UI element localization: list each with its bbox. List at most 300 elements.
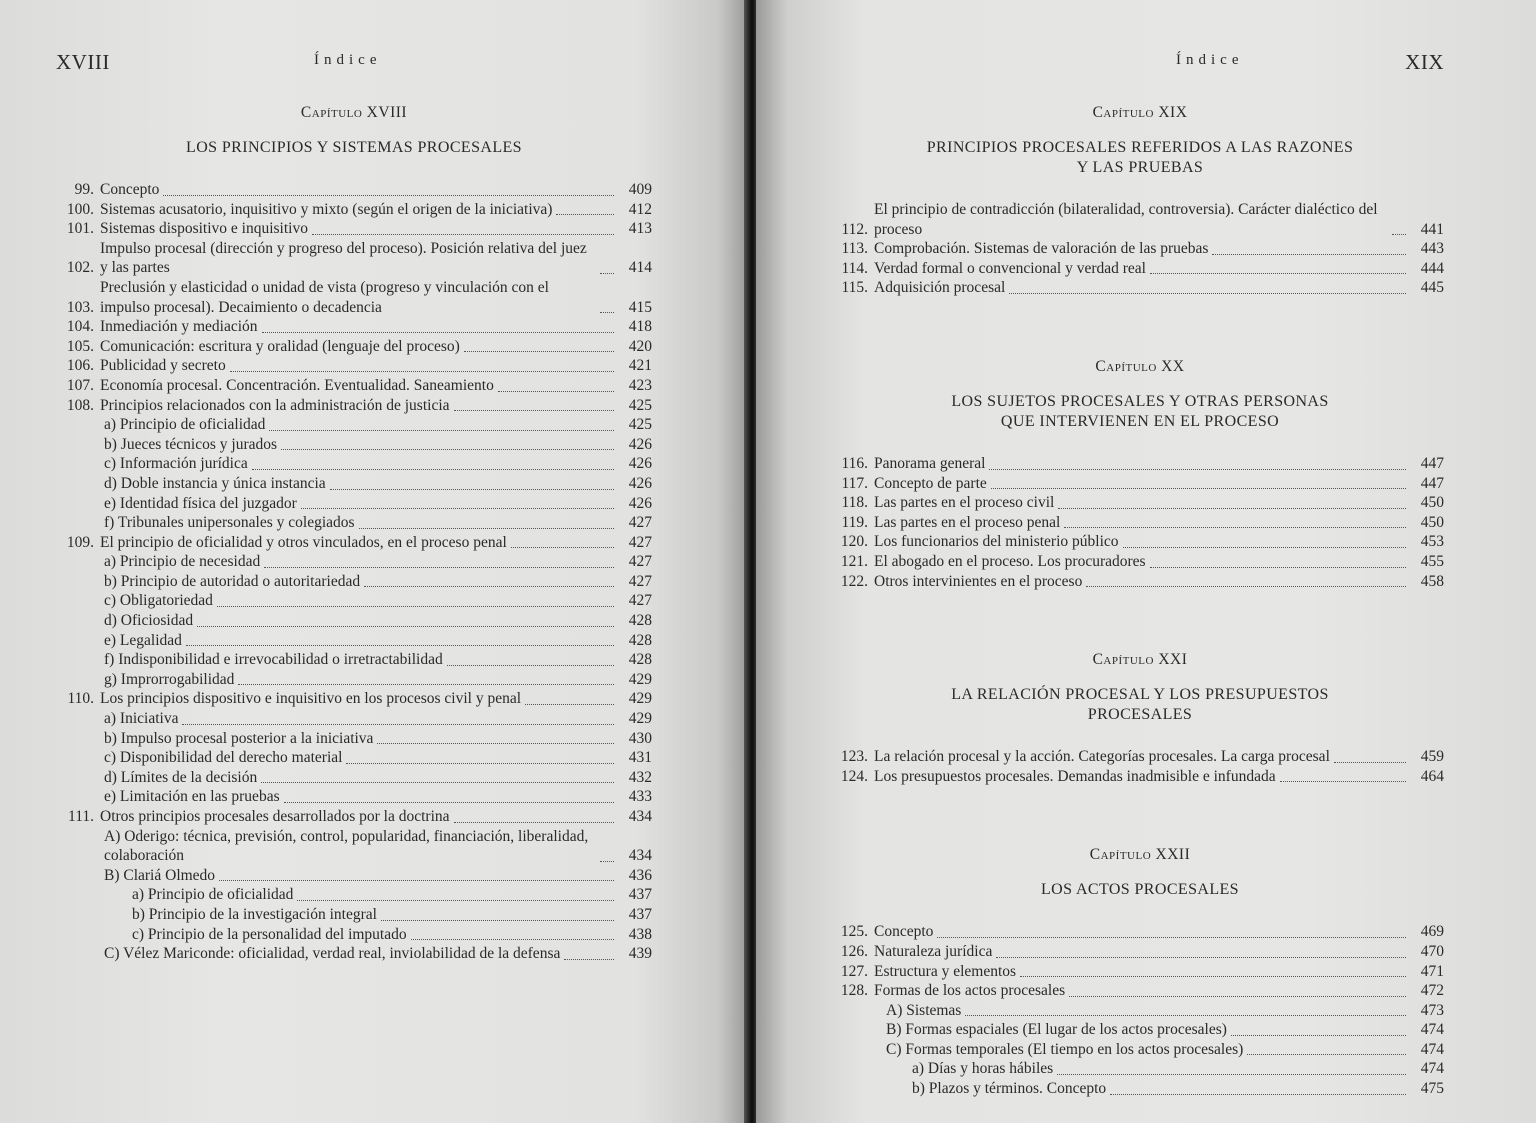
entry-text: c) Obligatoriedad [104,592,213,610]
dot-leader [381,919,614,921]
section-gap [836,298,1444,334]
chapter-title-line: PRINCIPIOS PROCESALES REFERIDOS A LAS RAZONES [926,139,1354,156]
entry-number: 115. [841,279,868,297]
entry-page: 474 [1420,1021,1444,1039]
entry-page: 412 [628,200,652,218]
toc-entry [56,317,652,337]
entry-text: B) Formas espaciales (El lugar de los actos procesales) [886,1021,1227,1039]
entry-page: 474 [1420,1060,1444,1078]
toc-entry [836,474,1444,494]
dot-leader [359,527,614,529]
entry-text: Comprobación. Sistemas de valoración de las pruebas [874,240,1209,258]
entry-text: c) Principio de la personalidad del imputado [132,925,407,943]
table-of-contents [836,922,1444,1098]
chapter-title: LOS PRINCIPIOS Y SISTEMAS PROCESALES [186,139,522,156]
entry-text: Sistemas acusatorio, inquisitivo y mixto (según el origen de la iniciativa) [100,200,553,218]
entry-page: 426 [628,474,652,492]
dot-leader [937,936,1406,938]
page-folio: XVIII [56,50,110,74]
entry-text: b) Principio de autoridad o autoritariedad [104,572,361,590]
entry-page: 415 [628,298,652,316]
dot-leader [1280,780,1406,782]
entry-number: 117. [841,474,868,492]
toc-entry [836,1040,1444,1060]
entry-text: b) Impulso procesal posterior a la iniciativa [104,729,374,747]
dot-leader [498,390,614,392]
toc-entry [836,747,1444,767]
entry-page: 434 [628,808,652,825]
dot-leader [330,488,614,490]
entry-text: Concepto [874,923,934,941]
entry-page: 455 [1420,552,1444,570]
entry-text: a) Días y horas hábiles [912,1060,1054,1078]
toc-entry [56,572,652,592]
entry-text: El abogado en el proceso. Los procuradores [874,552,1146,570]
dot-leader [219,879,614,881]
toc-entry [56,925,652,945]
toc-entry [836,1001,1444,1021]
chapter-section [836,298,1444,591]
entry-text: g) Improrrogabilidad [104,670,235,688]
entry-text: f) Indisponibilidad e irrevocabilidad o irretractabilidad [104,651,443,669]
entry-page: 431 [628,749,652,767]
toc-entry [836,981,1444,1001]
entry-page: 426 [628,494,652,512]
entry-page: 453 [1420,533,1444,551]
entry-number: 119. [841,513,868,531]
toc-entry [56,278,652,317]
toc-entry [836,962,1444,982]
dot-leader [364,585,614,587]
left-page [0,0,748,1123]
toc-entry [56,591,652,611]
chapter-title-line: LOS ACTOS PROCESALES [1041,881,1239,899]
dot-leader [965,1014,1406,1016]
entry-number: 124. [840,767,868,785]
entry-number: 106. [66,357,94,375]
entry-text: B) Clariá Olmedo [104,866,216,884]
entry-page: 474 [1420,1040,1444,1058]
entry-text: Impulso procesal (dirección y progreso del proceso). Posición relativa del juez y las partes [100,239,587,277]
dot-leader [312,233,614,235]
toc-entry [56,513,652,533]
dot-leader [284,801,614,803]
entry-text: c) Disponibilidad del derecho material [104,749,343,767]
dot-leader [264,566,614,568]
entry-text: Concepto de parte [874,474,987,492]
running-title: Índice [314,52,382,68]
entry-text: A) Sistemas [886,1001,962,1019]
toc-entry [56,866,652,886]
entry-number: 121. [840,552,868,570]
dot-leader [217,605,614,607]
entry-page: 409 [628,181,652,198]
entry-text: Las partes en el proceso penal [874,513,1061,531]
chapter-title [836,138,1444,178]
entry-page: 427 [628,553,652,571]
entry-text: Sistemas dispositivo e inquisitivo [100,220,308,238]
entry-page: 420 [628,337,652,355]
chapter-label: Capítulo XIX [1092,104,1188,121]
entry-page: 436 [628,866,652,884]
dot-leader [1150,566,1406,568]
entry-number: 127. [840,962,868,980]
dot-leader [464,350,614,352]
toc-entry [56,337,652,357]
entry-text: d) Límites de la decisión [104,768,258,786]
right-page [756,0,1536,1123]
entry-text: Los funcionarios del ministerio público [874,533,1119,551]
dot-leader [301,507,614,509]
toc-entry [56,611,652,631]
chapter-title-line: LA RELACIÓN PROCESAL Y LOS PRESUPUESTOS [951,686,1329,704]
entry-page: 428 [628,651,652,669]
toc-entry [56,415,652,435]
entry-number: 122. [840,572,868,590]
entry-number: 110. [67,690,94,708]
toc-entry [56,709,652,729]
entry-page: 426 [628,435,652,453]
entry-number: 113. [841,240,868,258]
toc-entry [56,435,652,455]
entry-number: 108. [66,396,94,414]
entry-text: Concepto [100,181,160,198]
entry-page: 427 [628,514,652,532]
entry-number: 114. [841,259,868,277]
toc-entry [56,454,652,474]
entry-text: Naturaleza jurídica [874,942,993,960]
entry-text: d) Doble instancia y única instancia [104,474,326,492]
entry-text: Panorama general [874,454,986,472]
entry-text: Adquisición procesal [874,279,1006,297]
toc-entry [836,572,1444,592]
entry-page: 429 [628,710,652,728]
toc-entry [56,200,652,220]
dot-leader [600,860,614,862]
page-folio: XIX [1405,50,1444,74]
chapter-title-line: QUE INTERVIENEN EN EL PROCESO [1000,412,1280,430]
entry-page: 472 [1420,982,1444,1000]
section-gap [836,786,1444,822]
toc-entry [56,494,652,514]
dot-leader [346,762,614,764]
entry-page: 421 [628,357,652,375]
dot-leader [262,331,614,333]
entry-page: 434 [628,847,652,865]
running-title: Índice [1176,52,1244,68]
chapter-label: Capítulo XXII [1089,846,1191,864]
dot-leader [252,468,614,470]
table-of-contents [836,200,1444,298]
chapter-section [836,786,1444,1098]
entry-page: 445 [1420,279,1444,297]
section-gap [836,591,1444,627]
chapter-section [836,591,1444,786]
entry-number: 104. [66,318,94,336]
entry-text: Formas de los actos procesales [874,982,1066,1000]
dot-leader [1064,526,1406,528]
entry-page: 443 [1420,240,1444,258]
dot-leader [1020,975,1406,977]
entry-page: 473 [1420,1001,1444,1019]
entry-page: 425 [628,396,652,414]
toc-entry [56,376,652,396]
dot-leader [1069,995,1406,997]
entry-page: 458 [1420,572,1444,590]
entry-text: Verdad formal o convencional y verdad real [874,259,1146,277]
dot-leader [1247,1053,1406,1055]
dot-leader [163,194,614,196]
chapter-label: Capítulo XVIII [300,104,408,121]
chapter-title-line: LOS SUJETOS PROCESALES Y OTRAS PERSONAS [951,392,1329,410]
entry-page: 438 [628,925,652,943]
entry-text: b) Principio de la investigación integral [132,905,377,923]
entry-number: 103. [66,298,94,316]
entry-text: El principio de contradicción (bilateralidad, controversia). Carácter dialéctico del proceso [874,201,1378,238]
entry-text: Inmediación y mediación [100,318,258,336]
toc-entry [56,239,652,278]
table-of-contents [836,454,1444,591]
dot-leader [454,409,614,411]
toc-entry [836,1020,1444,1040]
dot-leader [1110,1093,1406,1095]
entry-page: 425 [628,416,652,434]
entry-page: 447 [1420,474,1444,492]
dot-leader [197,625,614,627]
toc-entry [836,454,1444,474]
dot-leader [1123,546,1406,548]
toc-entry [836,1079,1444,1099]
entry-number: 120. [840,533,868,551]
toc-entry [56,219,652,239]
dot-leader [1334,761,1406,763]
dot-leader [511,546,614,548]
entry-number: 116. [841,454,868,472]
entry-text: e) Legalidad [104,631,182,649]
dot-leader [1057,1073,1406,1075]
dot-leader [991,487,1406,489]
toc-entry [56,689,652,709]
toc-entry [836,922,1444,942]
entry-number: 128. [840,982,868,1000]
entry-page: 450 [1420,494,1444,512]
chapter-title-line: PROCESALES [1087,706,1193,724]
entry-page: 437 [628,905,652,923]
chapter-title-line: Y LAS PRUEBAS [1076,159,1204,176]
dot-leader [447,664,614,666]
entry-page: 426 [628,455,652,473]
entry-text: El principio de oficialidad y otros vinculados, en el proceso penal [100,533,507,551]
toc-entry [836,493,1444,513]
toc-entry [56,650,652,670]
toc-entry [836,552,1444,572]
dot-leader [556,213,614,215]
chapter-label: Capítulo XXI [1092,651,1188,669]
entry-number: 118. [841,494,868,512]
entry-text: a) Principio de oficialidad [132,886,294,904]
entry-text: Otros principios procesales desarrollados por la doctrina [100,808,450,825]
entry-number: 125. [840,923,868,941]
entry-page: 429 [628,690,652,708]
entry-page: 413 [628,220,652,238]
entry-text: La relación procesal y la acción. Categorías procesales. La carga procesal [874,748,1330,766]
entry-page: 414 [628,259,652,277]
entry-text: C) Formas temporales (El tiempo en los actos procesales) [886,1040,1244,1058]
entry-page: 475 [1420,1080,1444,1098]
dot-leader [1150,272,1406,274]
dot-leader [525,703,614,705]
dot-leader [297,899,614,901]
entry-page: 471 [1420,962,1444,980]
entry-number: 101. [66,220,94,238]
dot-leader [281,448,614,450]
running-head [836,44,1444,80]
entry-text: e) Limitación en las pruebas [104,788,280,806]
entry-page: 439 [628,945,652,963]
entry-number: 111. [68,808,94,825]
entry-number: 99. [74,181,94,198]
entry-text: Economía procesal. Concentración. Eventualidad. Saneamiento [100,376,494,394]
entry-number: 123. [840,748,868,766]
toc-entry [56,729,652,749]
toc-entry [56,748,652,768]
entry-page: 427 [628,572,652,590]
entry-page: 427 [628,533,652,551]
entry-number: 109. [66,533,94,551]
dot-leader [269,429,614,431]
entry-page: 450 [1420,513,1444,531]
entry-page: 430 [628,729,652,747]
entry-page: 441 [1420,220,1444,238]
entry-text: b) Jueces técnicos y jurados [104,435,278,453]
entry-page: 432 [628,768,652,786]
entry-text: a) Principio de oficialidad [104,416,266,434]
entry-text: Las partes en el proceso civil [874,494,1055,512]
entry-page: 470 [1420,942,1444,960]
entry-page: 444 [1420,259,1444,277]
entry-page: 429 [628,670,652,688]
entry-text: b) Plazos y términos. Concepto [912,1080,1107,1098]
dot-leader [186,644,614,646]
entry-text: c) Información jurídica [104,455,248,473]
entry-page: 437 [628,886,652,904]
entry-page: 464 [1420,767,1444,785]
entry-number: 105. [66,337,94,355]
toc-entry [56,180,652,200]
toc-entry [836,200,1444,239]
entry-page: 423 [628,376,652,394]
entry-text: Los presupuestos procesales. Demandas inadmisible e infundada [874,767,1276,785]
chapter-label: Capítulo XX [1095,357,1185,375]
entry-text: a) Iniciativa [104,710,179,728]
toc-entry [836,532,1444,552]
chapter-section [836,104,1444,298]
dot-leader [261,781,614,783]
chapters-container [836,104,1444,1099]
toc-entry [836,239,1444,259]
dot-leader [600,311,614,313]
entry-text: Otros intervinientes en el proceso [874,572,1083,590]
entry-text: A) Oderigo: técnica, previsión, control, popularidad, financiación, liberalidad, colaboración [104,827,589,865]
entry-text: C) Vélez Mariconde: oficialidad, verdad real, inviolabilidad de la defensa [104,945,561,963]
toc-entry [836,942,1444,962]
dot-leader [230,370,614,372]
entry-text: e) Identidad física del juzgador [104,494,297,512]
entry-text: Principios relacionados con la administración de justicia [100,396,450,414]
entry-number: 107. [66,376,94,394]
dot-leader [1231,1034,1406,1036]
entry-text: Estructura y elementos [874,962,1017,980]
dot-leader [454,821,614,823]
toc-entry [56,768,652,788]
toc-entry [56,827,652,866]
entry-text: a) Principio de necesidad [104,553,261,571]
chapter-title [836,685,1444,725]
dot-leader [996,956,1406,958]
entry-number: 102. [66,259,94,277]
dot-leader [1212,253,1406,255]
dot-leader [989,468,1406,470]
toc-entry [56,885,652,905]
entry-number: 126. [840,942,868,960]
table-of-contents [56,180,652,964]
entry-page: 427 [628,592,652,610]
toc-entry [56,356,652,376]
entry-page: 428 [628,631,652,649]
dot-leader [182,723,614,725]
dot-leader [600,272,614,274]
dot-leader [1086,585,1406,587]
entry-text: Comunicación: escritura y oralidad (lenguaje del proceso) [100,337,460,355]
toc-entry [56,533,652,553]
dot-leader [377,742,614,744]
toc-entry [836,1059,1444,1079]
entry-page: 433 [628,788,652,806]
entry-page: 428 [628,612,652,630]
entry-text: f) Tribunales unipersonales y colegiados [104,514,355,532]
toc-entry [56,396,652,416]
toc-entry [56,807,652,827]
running-head [56,44,652,80]
table-of-contents [836,747,1444,786]
entry-text: d) Oficiosidad [104,612,194,630]
toc-entry [56,905,652,925]
toc-entry [56,631,652,651]
dot-leader [564,958,614,960]
entry-number: 100. [66,200,94,218]
toc-entry [56,474,652,494]
entry-text: Preclusión y elasticidad o unidad de vista (progreso y vinculación con el impulso procesal). Decaimiento o decadencia [100,278,549,316]
entry-number: 112. [841,220,868,238]
dot-leader [411,938,614,940]
entry-page: 418 [628,318,652,336]
toc-entry [836,278,1444,298]
entry-text: Publicidad y secreto [100,357,226,375]
toc-entry [836,767,1444,787]
toc-entry [56,787,652,807]
toc-entry [56,670,652,690]
dot-leader [1009,292,1406,294]
entry-page: 447 [1420,454,1444,472]
entry-page: 469 [1420,923,1444,941]
entry-page: 459 [1420,748,1444,766]
dot-leader [1058,507,1406,509]
dot-leader [1392,233,1406,235]
chapter-title [836,392,1444,432]
toc-entry [836,513,1444,533]
dot-leader [238,683,614,685]
entry-text: Los principios dispositivo e inquisitivo en los procesos civil y penal [100,690,522,708]
